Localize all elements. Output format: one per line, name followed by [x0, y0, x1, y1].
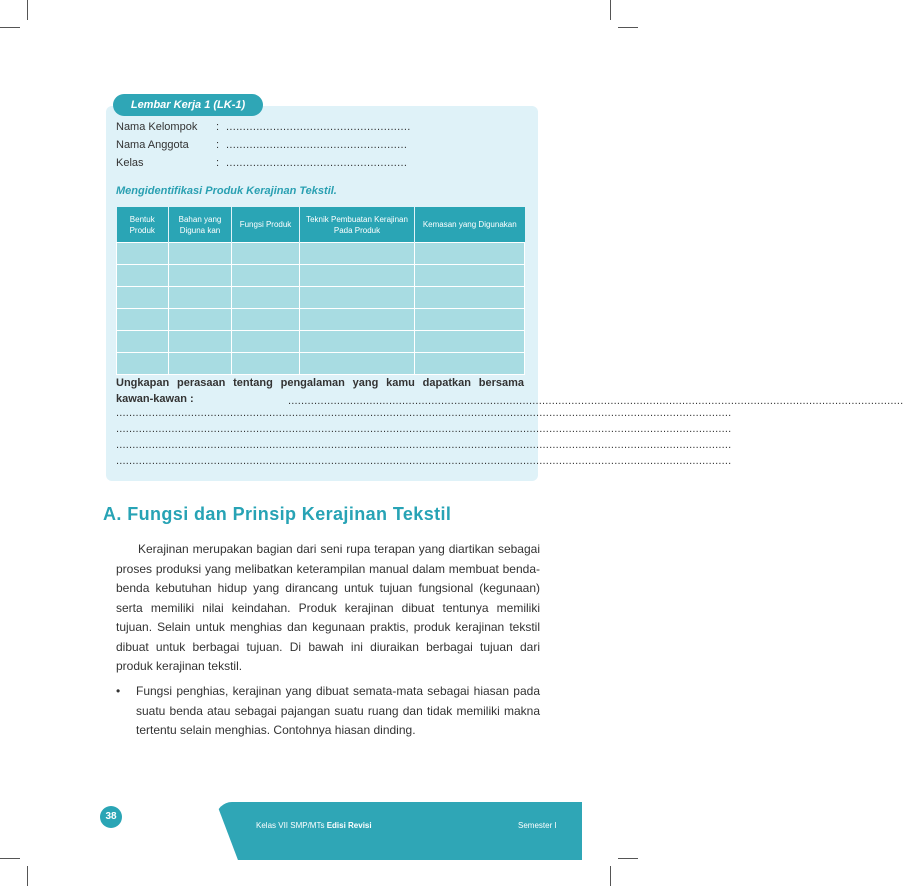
field-colon: :	[216, 139, 220, 151]
table-cell[interactable]	[232, 331, 300, 353]
book-prefix: Kelas VII SMP/MTs	[256, 821, 327, 830]
crop-mark	[618, 27, 638, 28]
table-row	[117, 287, 525, 309]
crop-mark	[618, 858, 638, 859]
table-cell[interactable]	[117, 265, 169, 287]
crop-mark	[0, 858, 20, 859]
table-cell[interactable]	[232, 287, 300, 309]
table-row	[117, 353, 525, 375]
table-cell[interactable]	[232, 353, 300, 375]
table-row	[117, 265, 525, 287]
footer-semester: Semester I	[518, 821, 557, 830]
worksheet-tab-title: Lembar Kerja 1 (LK-1)	[113, 94, 263, 116]
field-label: Kelas	[116, 157, 144, 169]
footer-book-title	[256, 821, 372, 830]
table-cell[interactable]	[169, 243, 232, 265]
table-cell[interactable]	[300, 309, 415, 331]
table-cell[interactable]	[415, 331, 525, 353]
table-cell[interactable]	[415, 353, 525, 375]
field-label: Nama Kelompok	[116, 121, 198, 133]
section-title: A. Fungsi dan Prinsip Kerajinan Tekstil	[103, 504, 452, 524]
table-header-row	[117, 207, 525, 243]
table-cell[interactable]	[169, 287, 232, 309]
bullet-dot: •	[116, 684, 121, 698]
table-cell[interactable]	[300, 243, 415, 265]
field-colon: :	[216, 121, 220, 133]
header-teknik: Teknik Pembuatan Kerajinan Pada Produk	[300, 207, 415, 243]
field-label: Nama Anggota	[116, 139, 189, 151]
book-edition: Edisi Revisi	[326, 821, 372, 830]
table-row	[117, 243, 525, 265]
table-cell[interactable]	[415, 265, 525, 287]
header-kemasan: Kemasan yang Digunakan	[415, 207, 525, 243]
table-cell[interactable]	[169, 331, 232, 353]
crop-mark	[0, 27, 20, 28]
table-cell[interactable]	[415, 309, 525, 331]
ungkapan-text: Ungkapan perasaan tentang pengalaman yang kamu dapatkan bersama kawan-kawan :	[116, 377, 524, 405]
answer-line: .............................................................................................................................................................................................	[116, 439, 732, 451]
field-dots: ......................................................	[226, 139, 408, 151]
field-dots: ......................................................	[226, 157, 408, 169]
table-cell[interactable]	[232, 309, 300, 331]
worksheet-subtitle: Mengidentifikasi Produk Kerajinan Tekstil.	[116, 185, 337, 197]
table-cell[interactable]	[232, 265, 300, 287]
header-fungsi: Fungsi Produk	[232, 207, 300, 243]
answer-line: .............................................................................................................................................................................................	[116, 423, 732, 435]
table-cell[interactable]	[169, 265, 232, 287]
table-cell[interactable]	[300, 287, 415, 309]
field-dots: .......................................................	[226, 121, 411, 133]
table-cell[interactable]	[169, 353, 232, 375]
table-cell[interactable]	[117, 287, 169, 309]
crop-mark	[27, 866, 28, 886]
table-cell[interactable]	[300, 353, 415, 375]
table-row	[117, 309, 525, 331]
answer-line: .............................................................................................................................................................................................	[288, 395, 903, 407]
table-cell[interactable]	[300, 331, 415, 353]
table-cell[interactable]	[117, 243, 169, 265]
footer-bar	[216, 802, 582, 860]
table-cell[interactable]	[415, 287, 525, 309]
table-cell[interactable]	[117, 331, 169, 353]
crop-mark	[27, 0, 28, 20]
answer-line: .............................................................................................................................................................................................	[116, 407, 732, 419]
table-cell[interactable]	[300, 265, 415, 287]
field-colon: :	[216, 157, 220, 169]
table-row	[117, 331, 525, 353]
crop-mark	[610, 866, 611, 886]
table-cell[interactable]	[232, 243, 300, 265]
crop-mark	[610, 0, 611, 20]
header-bentuk-produk: Bentuk Produk	[117, 207, 169, 243]
bullet-item	[116, 682, 540, 741]
table-cell[interactable]	[415, 243, 525, 265]
bullet-text: Fungsi penghias, kerajinan yang dibuat semata-mata sebagai hiasan pada suatu benda atau sebagai pajangan suatu ruang dan tidak memiliki makna tertentu selain menghias. Contohnya hiasan dinding.	[136, 684, 540, 737]
identification-table	[116, 207, 525, 375]
section-paragraph: Kerajinan merupakan bagian dari seni rupa terapan yang diartikan sebagai proses produksi yang melibatkan keterampilan manual dalam membuat benda-benda kebutuhan hidup yang dirancang untuk tujuan fungsional (kegunaan) serta memiliki nilai keindahan. Produk kerajinan dibuat tentunya memiliki tujuan. Selain untuk menghias dan kegunaan praktis, produk kerajinan tekstil dibuat untuk berbagai tujuan. Di bawah ini diuraikan berbagai tujuan dari produk kerajinan tekstil.	[116, 542, 540, 673]
header-bahan: Bahan yang Diguna kan	[169, 207, 232, 243]
page-number: 38	[100, 806, 122, 828]
answer-line: .............................................................................................................................................................................................	[116, 455, 732, 467]
table-cell[interactable]	[117, 309, 169, 331]
table-cell[interactable]	[117, 353, 169, 375]
table-cell[interactable]	[169, 309, 232, 331]
